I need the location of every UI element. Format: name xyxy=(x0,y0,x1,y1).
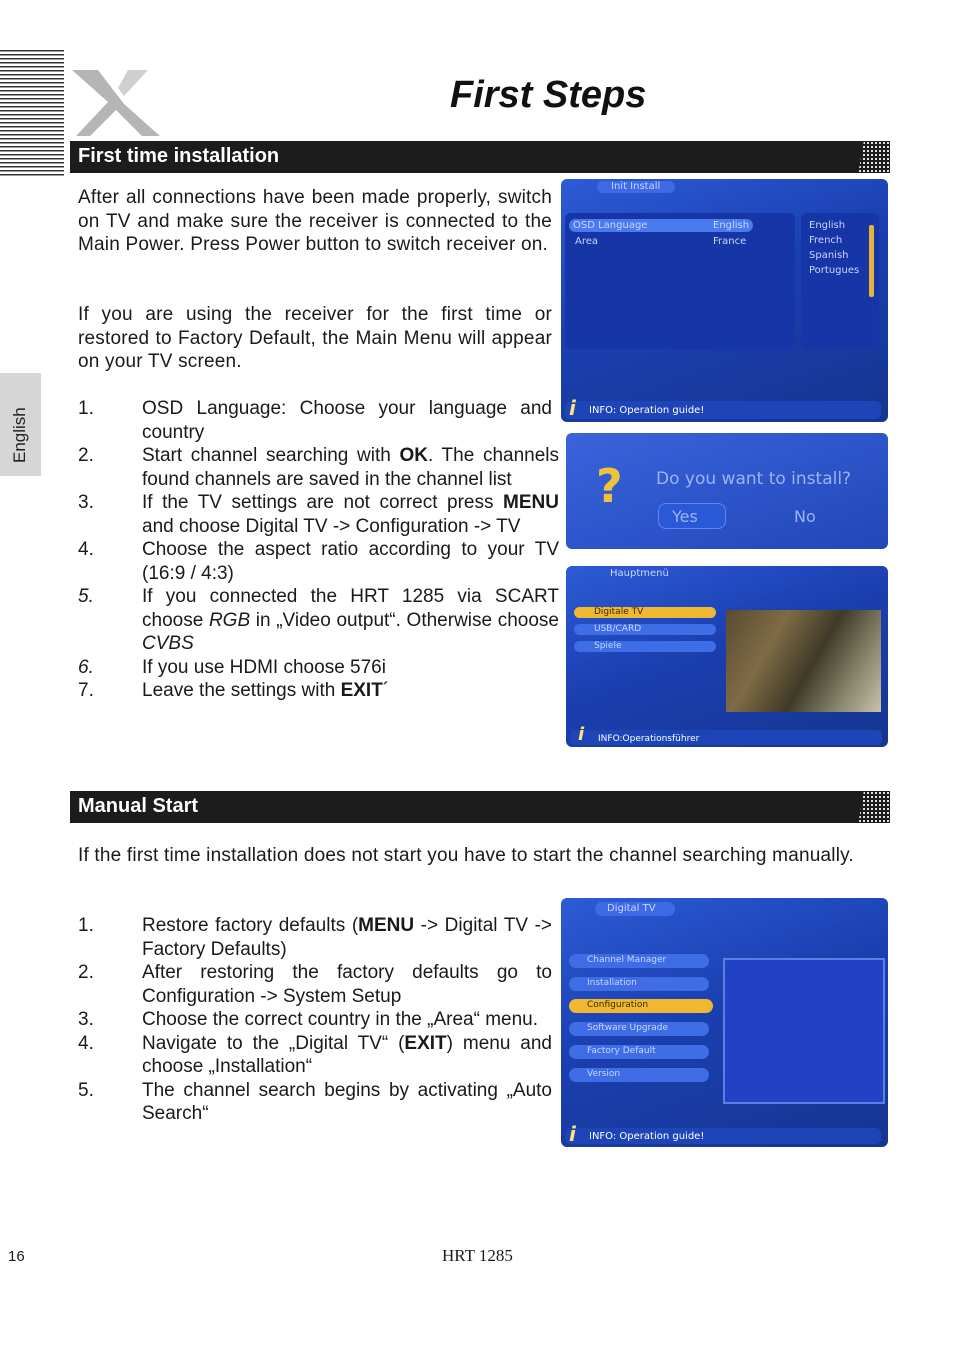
step-text: Choose the correct country in the „Area“ menu. xyxy=(142,1009,539,1030)
tv-screenshot-install-dialog xyxy=(566,433,888,549)
manual-intro: If the first time installation does not start you have to start the channel searching manually. xyxy=(78,845,854,866)
setting-label: OSD Language xyxy=(573,220,648,231)
menu-item: Spiele xyxy=(594,641,622,651)
page-number: 16 xyxy=(8,1248,25,1265)
steps-list xyxy=(78,397,552,444)
heading-dots xyxy=(850,791,890,823)
step-text: If you connected the HRT 1285 via SCART choose xyxy=(142,586,559,631)
option-name: RGB xyxy=(208,609,251,631)
step-number: 1. xyxy=(78,915,94,936)
step-number: 1. xyxy=(78,398,94,419)
section-heading-first-installation xyxy=(70,141,890,173)
key-name: MENU xyxy=(358,915,415,936)
step-text: in „Video output“. Otherwise choose xyxy=(250,609,560,631)
page-title: First Steps xyxy=(450,74,647,116)
menu-item: Digitale TV xyxy=(594,607,644,617)
info-text: INFO:Operationsführer xyxy=(598,734,700,744)
tv-screenshot-digital-tv-menu xyxy=(561,898,888,1147)
intro-paragraph: After all connections have been made properly, switch on TV and make sure the receiver is connected to the Main Power. Press Power button to switch receiver on. xyxy=(78,187,552,255)
step-text: After restoring the factory defaults go to Configuration -> System Setup xyxy=(142,962,552,1007)
step-text: Navigate to the „Digital TV“ ( xyxy=(142,1032,405,1054)
step-text: If the TV settings are not correct press xyxy=(142,492,504,513)
info-text: INFO: Operation guide! xyxy=(589,1131,705,1142)
key-name: MENU xyxy=(503,492,559,513)
preview-window xyxy=(723,958,885,1104)
video-preview xyxy=(726,610,881,712)
list-item xyxy=(78,1008,552,1032)
info-icon: i xyxy=(569,1122,576,1146)
setting-value: France xyxy=(713,236,747,247)
screen-tab: Init Install xyxy=(611,181,661,192)
info-icon: i xyxy=(578,724,585,745)
step-text: ) menu and choose „Installation“ xyxy=(142,1032,552,1077)
key-name: EXIT xyxy=(404,1032,447,1054)
menu-item: Version xyxy=(587,1069,621,1079)
step-number: 4. xyxy=(78,539,94,560)
step-text: The channel search begins by activating „Auto Search“ xyxy=(142,1079,552,1124)
menu-item: Software Upgrade xyxy=(587,1023,669,1033)
step-number: 7. xyxy=(78,680,94,701)
option-item: English xyxy=(809,220,846,231)
step-number: 5. xyxy=(78,1079,94,1101)
step-text: Restore factory defaults ( xyxy=(142,915,359,936)
info-icon: i xyxy=(569,396,576,420)
step-text: ´ xyxy=(382,680,390,701)
tv-screenshot-main-menu xyxy=(566,566,888,747)
section-heading-text: First time installation xyxy=(78,145,280,167)
step-number: 2. xyxy=(78,962,94,983)
list-item xyxy=(78,1079,552,1126)
step-text: . The channels found channels are saved in the channel list xyxy=(142,445,560,490)
yes-button: Yes xyxy=(672,507,698,526)
manual-steps-list xyxy=(78,914,552,1126)
step-number: 4. xyxy=(78,1032,94,1054)
option-name: CVBS xyxy=(142,633,194,654)
menu-item: USB/CARD xyxy=(594,624,642,634)
step-text: and choose Digital TV -> Configuration -> TV xyxy=(142,515,521,537)
step-text: OSD Language: Choose your language and country xyxy=(142,398,552,443)
no-button: No xyxy=(794,507,816,526)
step-text: -> Digital TV -> Factory Defaults) xyxy=(142,915,552,960)
list-item xyxy=(78,491,559,538)
setting-value: English xyxy=(713,220,750,231)
step-text: Leave the settings with xyxy=(142,680,341,701)
list-item xyxy=(78,961,552,1008)
menu-item: Factory Default xyxy=(587,1046,656,1056)
list-item xyxy=(78,1032,552,1079)
step-text: Choose the aspect ratio according to your TV (16:9 / 4:3) xyxy=(142,539,559,584)
list-item xyxy=(78,397,552,444)
step-number: 3. xyxy=(78,492,94,513)
key-name: EXIT xyxy=(340,680,383,701)
steps-list xyxy=(78,444,559,703)
intro-paragraph: If you are using the receiver for the first time or restored to Factory Default, the Main Menu will appear on your TV screen. xyxy=(78,304,552,372)
language-tab xyxy=(0,373,41,476)
list-item xyxy=(78,444,559,491)
list-item xyxy=(78,656,559,680)
menu-item: Channel Manager xyxy=(587,955,667,965)
option-item: Spanish xyxy=(809,250,849,261)
option-item: Portugues xyxy=(809,265,860,276)
header-stripes xyxy=(0,50,64,178)
list-item xyxy=(78,914,552,961)
model-name: HRT 1285 xyxy=(442,1246,513,1265)
question-icon: ? xyxy=(596,459,623,513)
section-heading-text: Manual Start xyxy=(78,795,199,817)
heading-dots xyxy=(850,141,890,173)
step-number: 5. xyxy=(78,586,94,607)
step-number: 3. xyxy=(78,1009,94,1030)
section-heading-manual-start xyxy=(70,791,890,823)
list-item xyxy=(78,679,559,703)
step-text: If you use HDMI choose 576i xyxy=(142,656,386,678)
option-item: French xyxy=(809,235,843,246)
screen-tab: Hauptmenü xyxy=(610,568,669,579)
brand-logo xyxy=(68,66,168,138)
language-tab-label: English xyxy=(10,407,29,463)
menu-item: Configuration xyxy=(587,1000,649,1010)
screen-tab: Digital TV xyxy=(607,903,656,914)
tv-screenshot-init-install xyxy=(561,179,888,422)
info-text: INFO: Operation guide! xyxy=(589,405,705,416)
list-item xyxy=(78,538,559,585)
menu-item: Installation xyxy=(587,978,637,988)
dialog-question: Do you want to install? xyxy=(656,469,852,489)
step-text: Start channel searching with xyxy=(142,445,400,466)
list-item xyxy=(78,585,559,656)
step-number: 2. xyxy=(78,445,94,466)
key-name: OK xyxy=(399,445,428,466)
setting-label: Area xyxy=(575,236,599,247)
step-number: 6. xyxy=(78,656,94,678)
